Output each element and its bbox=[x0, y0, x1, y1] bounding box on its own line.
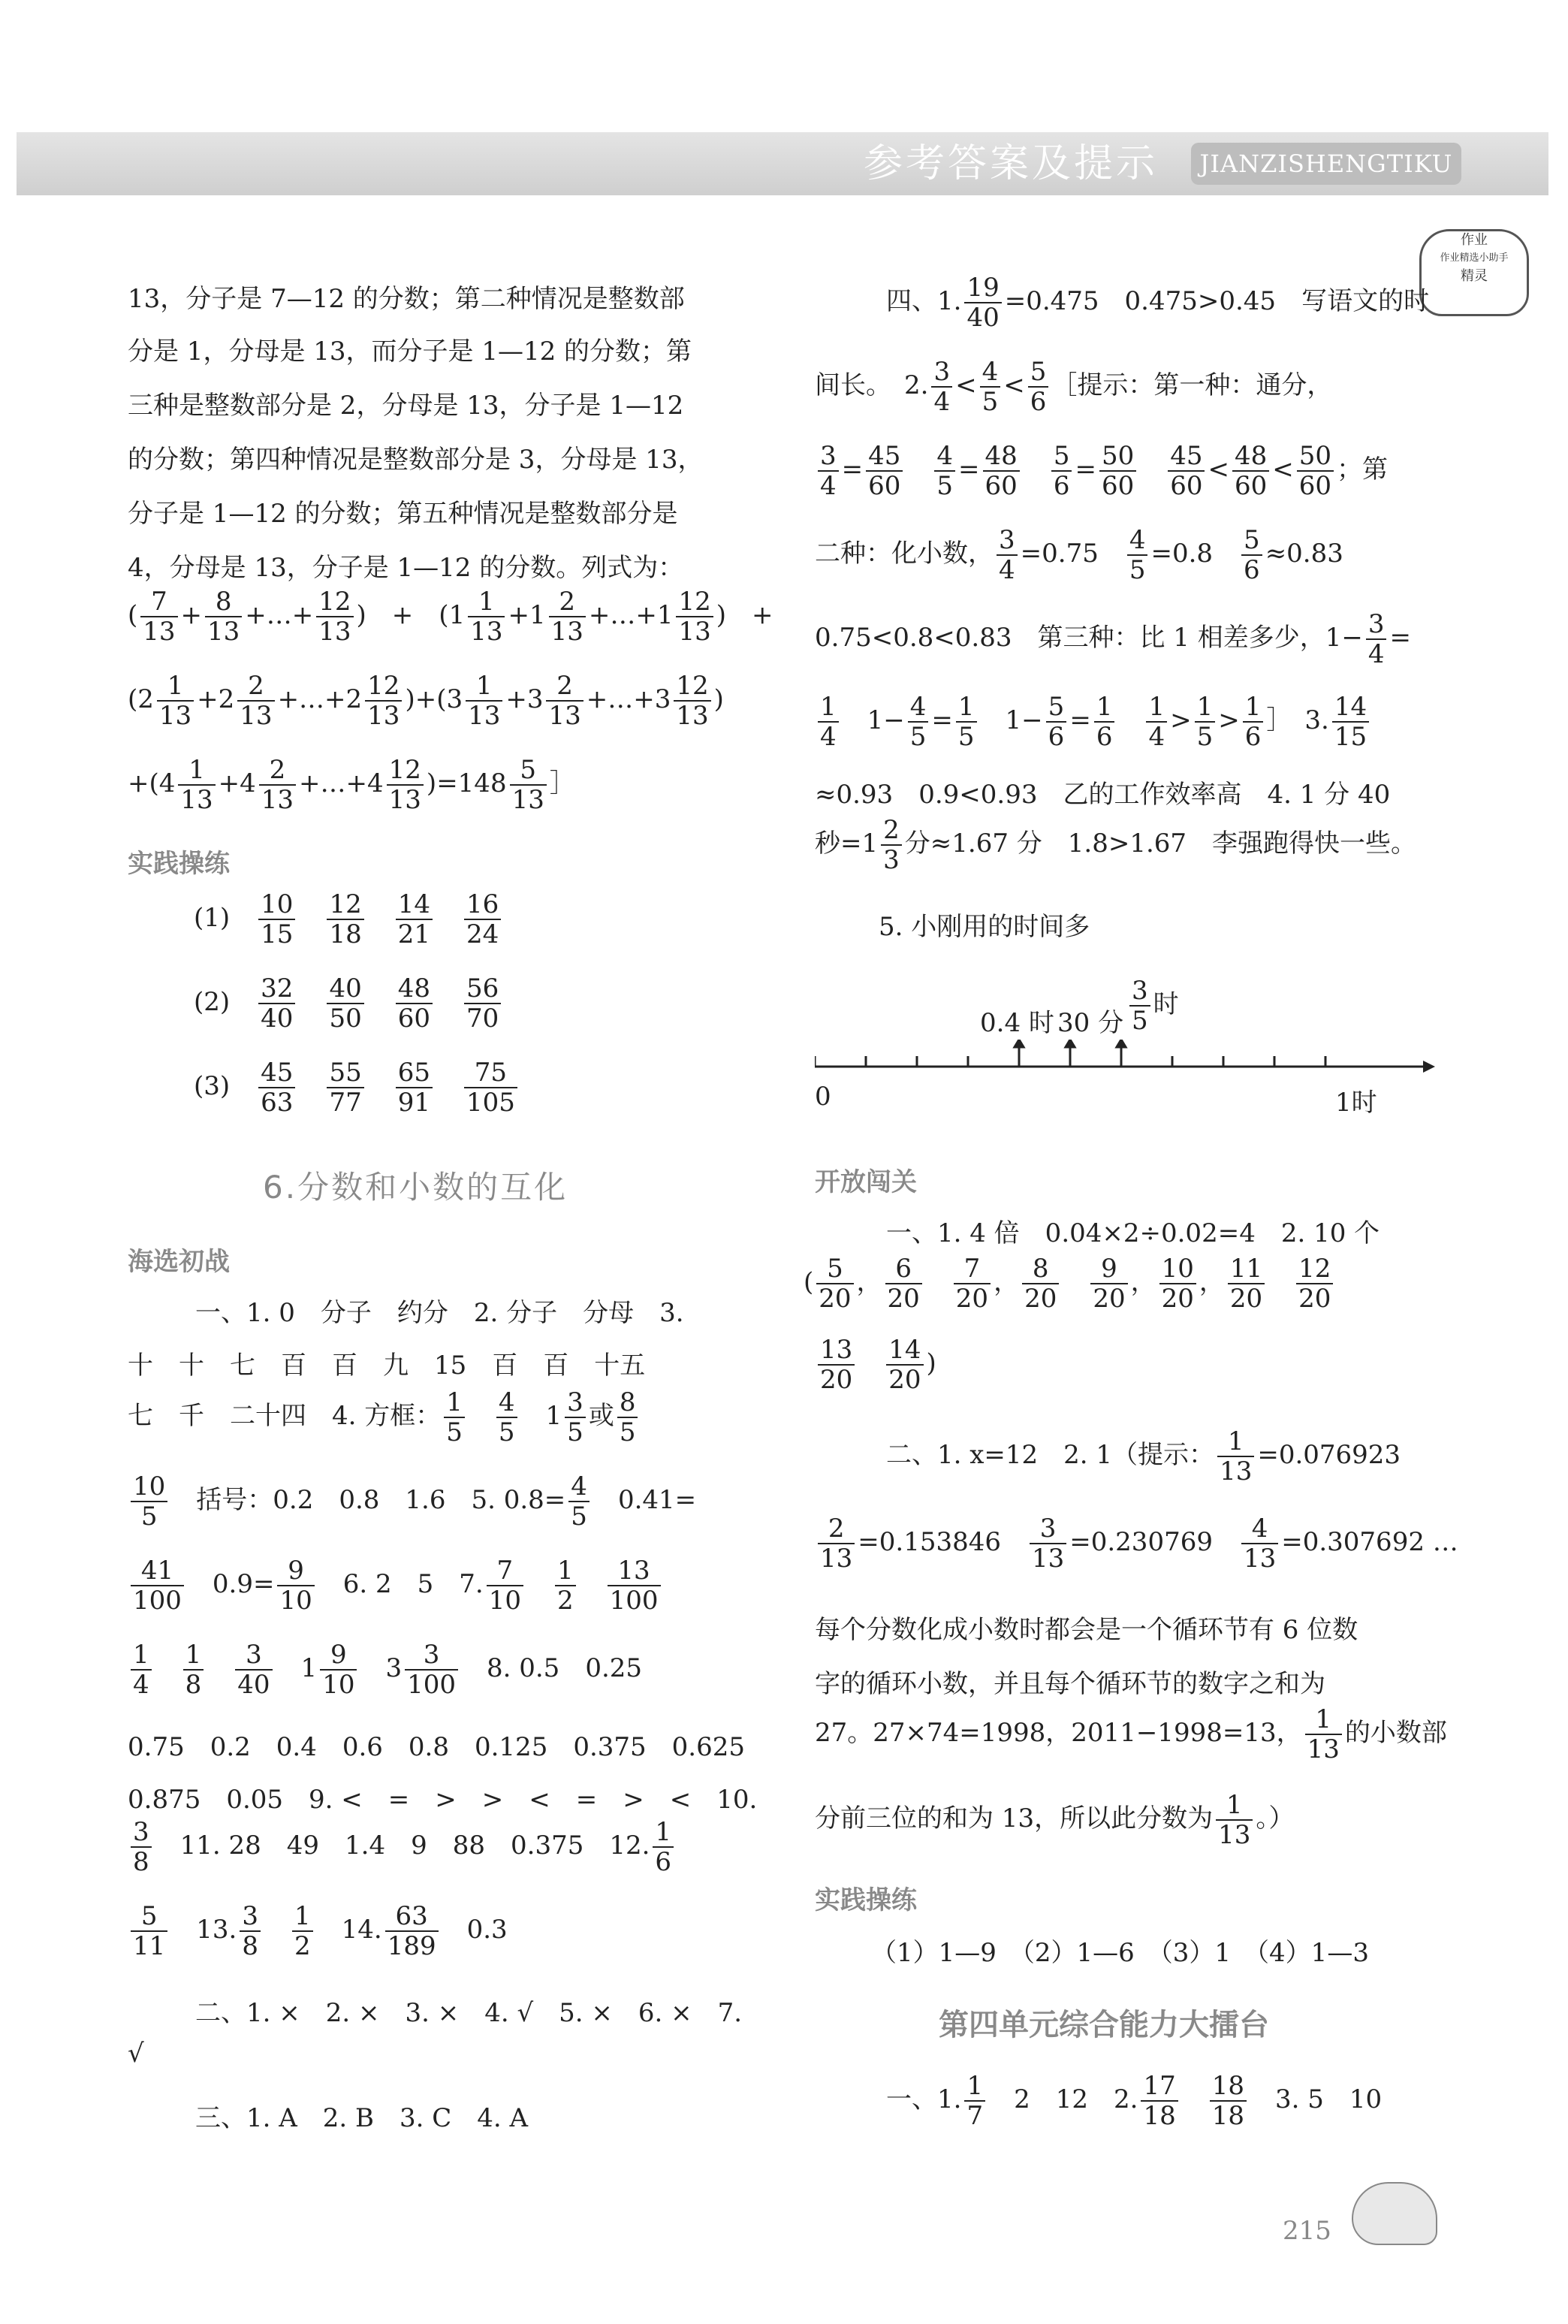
text-line: ≈0.93 0.9<0.93 乙的工作效率高 4. 1 分 40 bbox=[815, 780, 1391, 810]
text-line: 的分数；第四种情况是整数部分是 3，分母是 13， bbox=[128, 445, 704, 475]
whale-icon bbox=[1352, 2182, 1437, 2245]
text-line: （1）1—9 （2）1—6 （3）1 （4）1—3 bbox=[871, 1938, 1369, 1968]
text-line: $\frac{1}{4}$ $\frac{1}{8}$ $\frac{3}{40}$ 1 $\frac{9}{10}$ 3 $\frac{3}{100}$ 8. 0.5 0.25 bbox=[128, 1640, 642, 1699]
text-line: 二、1. × 2. × 3. × 4. √ 5. × 6. × 7. bbox=[195, 1998, 743, 2028]
formula-line-2: (2 $\frac{1}{13}$ +2 $\frac{2}{13}$ +…+2 $\frac{12}{13}$ )+(3 $\frac{1}{13}$ +3 $\frac{2}{13}$ +…+3 $\frac{12}{13}$ ) bbox=[128, 671, 724, 731]
text-line: $\frac{41}{100}$ 0.9= $\frac{9}{10}$ 6. 2 5 7. $\frac{7}{10}$ $\frac{1}{2}$ $\frac{13}{100}$ bbox=[128, 1556, 664, 1615]
text-line: √ bbox=[128, 2039, 144, 2069]
practice-row: (2) $\frac{32}{40}$ $\frac{40}{50}$ $\frac{48}{60}$ $\frac{56}{70}$ bbox=[194, 974, 504, 1033]
axis-label-m1: 0.4 时 bbox=[980, 1008, 1054, 1038]
section-heading: 海选初战 bbox=[128, 1247, 230, 1277]
header-tag: JIANZISHENGTIKU bbox=[1191, 143, 1461, 185]
text-line: $\frac{5}{11}$ 13. $\frac{3}{8}$ $\frac{1}{2}$ 14. $\frac{63}{189}$ 0.3 bbox=[128, 1902, 508, 1960]
text-line: ( $\frac{5}{20}$ ， $\frac{6}{20}$ $\frac{7}{20}$ ， $\frac{8}{20}$ $\frac{9}{20}$ ， $\frac{10}{20}$ ， $\frac{11}{20}$ $\frac{12}{20}$ bbox=[804, 1254, 1336, 1313]
text-line: $\frac{10}{5}$ 括号：0.2 0.8 1.6 5. 0.8= $\frac{4}{5}$ 0.41= bbox=[128, 1472, 696, 1531]
text-line: $\frac{2}{13}$ =0.153846 $\frac{3}{13}$ =0.230769 $\frac{4}{13}$ =0.307692 … bbox=[815, 1514, 1458, 1573]
practice-row: (1) $\frac{10}{15}$ $\frac{12}{18}$ $\frac{14}{21}$ $\frac{16}{24}$ bbox=[194, 890, 504, 949]
text-line: 七 千 二十四 4. 方框： $\frac{1}{5}$ $\frac{4}{5}$ 1 $\frac{3}{5}$ 或 $\frac{8}{5}$ bbox=[128, 1388, 641, 1447]
text-line: 一、1. $\frac{1}{7}$ 2 12 2. $\frac{17}{18}$ $\frac{18}{18}$ 3. 5 10 bbox=[886, 2071, 1383, 2131]
header-title: 参考答案及提示 bbox=[864, 141, 1159, 186]
text-line: $\frac{3}{8}$ 11. 28 49 1.4 9 88 0.375 12. $\frac{1}{6}$ bbox=[128, 1818, 677, 1876]
formula-line-1: ( $\frac{7}{13}$ + $\frac{8}{13}$ +…+ $\frac{12}{13}$ ) + (1 $\frac{1}{13}$ +1 $\frac{2}{13}$ +…+1 $\frac{12}{13}$ ) + bbox=[128, 587, 773, 647]
text-line: 十 十 七 百 百 九 15 百 百 十五 bbox=[128, 1351, 646, 1381]
section-heading: 开放闯关 bbox=[815, 1167, 917, 1197]
text-line: 三种是整数部分是 2，分母是 13，分子是 1—12 bbox=[128, 391, 684, 421]
section-title: 6.分数和小数的互化 bbox=[263, 1169, 568, 1206]
text-line: 4，分母是 13，分子是 1—12 的分数。列式为： bbox=[128, 553, 684, 583]
text-line: 分前三位的和为 13，所以此分数为 $\frac{1}{13}$ 。） bbox=[815, 1790, 1295, 1850]
text-line: 二种：化小数， $\frac{3}{4}$ =0.75 $\frac{4}{5}$ =0.8 $\frac{5}{6}$ ≈0.83 bbox=[815, 525, 1343, 585]
text-line: $\frac{1}{4}$ 1− $\frac{4}{5}$ = $\frac{1}{5}$ 1− $\frac{5}{6}$ = $\frac{1}{6}$ $\frac{1}{4}$ > $\frac{1}{5}$ > $\frac{1}{6}$ ］ 3. $\frac{14}{15}$ bbox=[815, 693, 1372, 751]
logo-badge: 作业 作业精选小助手 精灵 bbox=[1419, 229, 1529, 316]
axis-markers bbox=[1015, 1040, 1126, 1067]
text-line: 每个分数化成小数时都会是一个循环节有 6 位数 bbox=[815, 1615, 1358, 1645]
text-line: 二、1. x=12 2. 1（提示： $\frac{1}{13}$ =0.076923 bbox=[886, 1426, 1401, 1486]
section-heading: 实践操练 bbox=[128, 849, 230, 879]
formula-line-3: +(4 $\frac{1}{13}$ +4 $\frac{2}{13}$ +…+4 $\frac{12}{13}$ )=148 $\frac{5}{13}$ ］ bbox=[128, 755, 575, 815]
axis-label-zero: 0 bbox=[815, 1082, 831, 1112]
text-line: 0.875 0.05 9. < = > > < = > < 10. bbox=[128, 1785, 758, 1815]
axis-label-one: 1时 bbox=[1335, 1088, 1377, 1118]
text-line: 13，分子是 7—12 的分数；第二种情况是整数部 bbox=[128, 284, 685, 314]
text-line: $\frac{3}{4}$ = $\frac{45}{60}$ $\frac{4}{5}$ = $\frac{48}{60}$ $\frac{5}{6}$ = $\frac{50}{60}$ $\frac{45}{60}$ < $\frac{48}{60}$ < $\frac{50}{60}$ ；第 bbox=[815, 442, 1388, 500]
text-line: 字的循环小数，并且每个循环节的数字之和为 bbox=[815, 1669, 1325, 1699]
section-title: 第四单元综合能力大擂台 bbox=[939, 2008, 1269, 2042]
page-number: 215 bbox=[1283, 2216, 1331, 2246]
text-line: 0.75 0.2 0.4 0.6 0.8 0.125 0.375 0.625 bbox=[128, 1732, 745, 1762]
practice-row: (3) $\frac{45}{63}$ $\frac{55}{77}$ $\frac{65}{91}$ $\frac{75}{105}$ bbox=[194, 1058, 520, 1117]
text-line: $\frac{13}{20}$ $\frac{14}{20}$ ) bbox=[815, 1336, 936, 1394]
text-line: 0.75<0.8<0.83 第三种：比 1 相差多少，1− $\frac{3}{4}$ = bbox=[815, 609, 1411, 669]
text-line: 分子是 1—12 的分数；第五种情况是整数部分是 bbox=[128, 499, 678, 529]
text-line: 分是 1，分母是 13，而分子是 1—12 的分数；第 bbox=[128, 337, 692, 367]
section-heading: 实践操练 bbox=[815, 1885, 917, 1915]
axis-arrow bbox=[1423, 1061, 1435, 1073]
text-line: 27。27×74=1998，2011−1998=13， $\frac{1}{13}$ 的小数部 bbox=[815, 1704, 1447, 1764]
axis-label-m3: $\frac{3}{5}$ 时 bbox=[1126, 976, 1179, 1035]
text-line: 一、1. 0 分子 约分 2. 分子 分母 3. bbox=[195, 1298, 684, 1328]
text-line: 间长。 2. $\frac{3}{4}$ < $\frac{4}{5}$ < $\frac{5}{6}$ ［提示：第一种：通分， bbox=[815, 357, 1333, 417]
text-line: 5. 小刚用的时间多 bbox=[879, 912, 1090, 942]
text-line: 一、1. 4 倍 0.04×2÷0.02=4 2. 10 个 bbox=[886, 1218, 1380, 1248]
text-line: 三、1. A 2. B 3. C 4. A bbox=[195, 2103, 529, 2133]
text-line: 四、1. $\frac{19}{40}$ =0.475 0.475>0.45 写语文的时 bbox=[886, 273, 1430, 333]
axis-label-m2: 30 分 bbox=[1057, 1008, 1124, 1038]
text-line: 秒=1 $\frac{2}{3}$ 分≈1.67 分 1.8>1.67 李强跑得快一些。 bbox=[815, 815, 1417, 875]
